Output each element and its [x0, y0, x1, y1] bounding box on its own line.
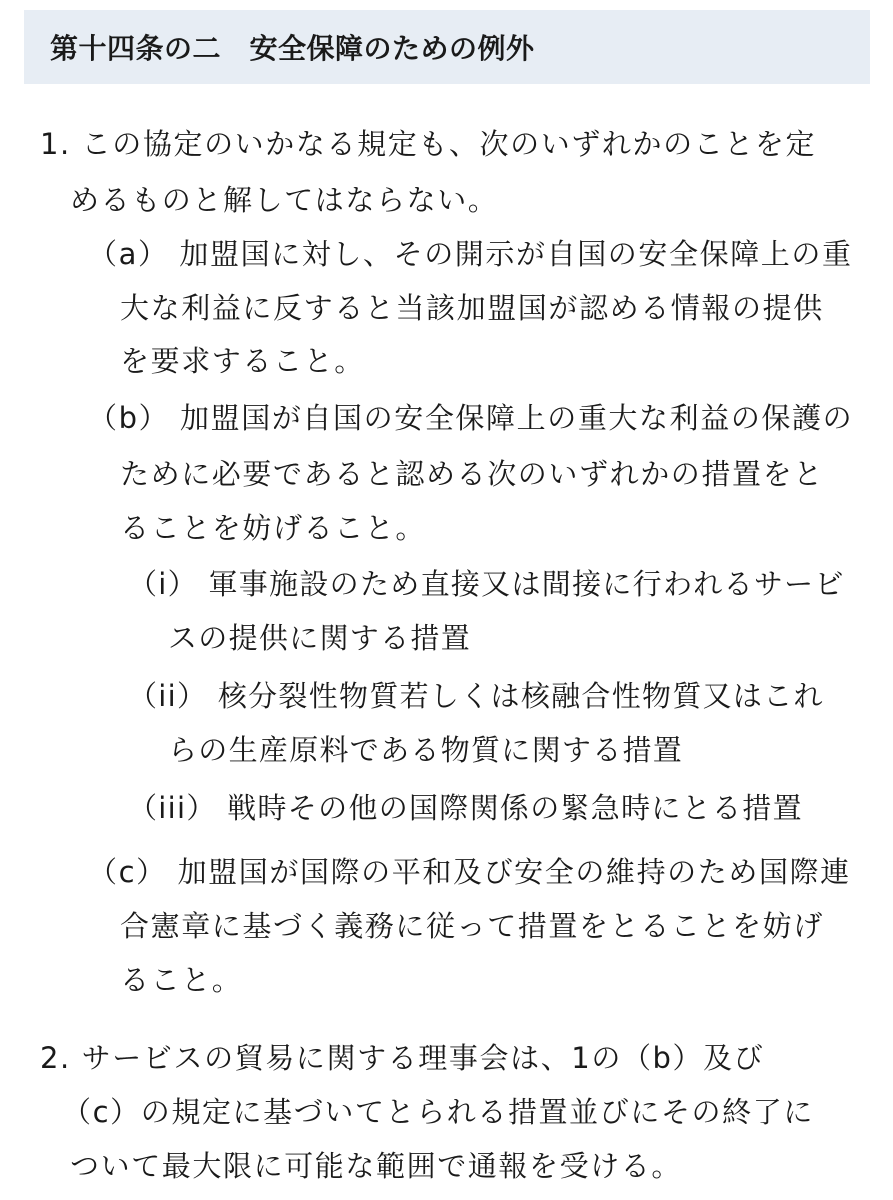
clause-1b-line: ることを妨げること。 [120, 511, 427, 545]
clause-1b-i-line: （i） 軍事施設のため直接又は間接に行われるサービ [128, 567, 845, 601]
clause-1c-line: （c） 加盟国が国際の平和及び安全の維持のため国際連 [88, 855, 851, 889]
clause-1b-iii-line: （iii） 戦時その他の国際関係の緊急時にとる措置 [128, 791, 803, 825]
clause-1c-line: 合憲章に基づく義務に従って措置をとることを妨げ [120, 909, 824, 943]
clause-1b-ii-line: （ii） 核分裂性物質若しくは核融合性物質又はこれ [128, 679, 824, 713]
clause-1a-line: 大な利益に反すると当該加盟国が認める情報の提供 [120, 291, 824, 325]
article-heading: 第十四条の二 安全保障のための例外 [50, 32, 535, 65]
article-heading-bar [24, 10, 870, 84]
clause-2-line: ついて最大限に可能な範囲で通報を受ける。 [70, 1149, 683, 1183]
clause-1a-line: を要求すること。 [120, 344, 365, 378]
clause-1b-line: ために必要であると認める次のいずれかの措置をと [120, 457, 824, 491]
clause-1b-line: （b） 加盟国が自国の安全保障上の重大な利益の保護の [88, 401, 854, 435]
clause-1b-i-line: スの提供に関する措置 [168, 621, 472, 655]
clause-1b-ii-line: らの生産原料である物質に関する措置 [168, 733, 684, 767]
clause-1-line: めるものと解してはならない。 [70, 183, 499, 217]
clause-2-line: 2. サービスの貿易に関する理事会は、1の（b）及び [40, 1041, 765, 1075]
clause-1-line: 1. この協定のいかなる規定も、次のいずれかのことを定 [40, 127, 817, 161]
clause-2-line: （c）の規定に基づいてとられる措置並びにその終了に [62, 1095, 814, 1129]
clause-1c-line: ること。 [120, 963, 243, 997]
clause-1a-line: （a） 加盟国に対し、その開示が自国の安全保障上の重 [88, 237, 853, 271]
